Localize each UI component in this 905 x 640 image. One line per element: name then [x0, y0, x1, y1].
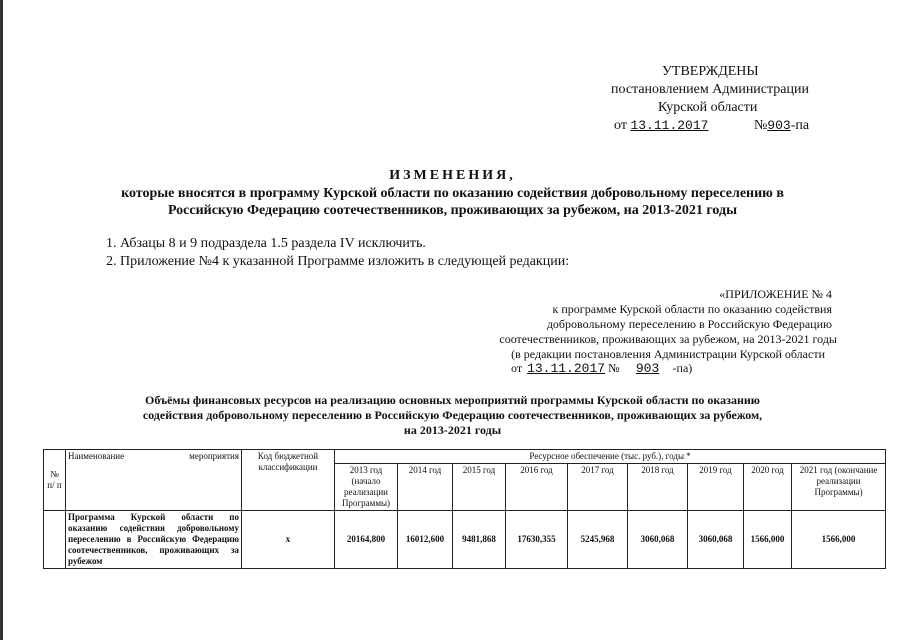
approval-line-1: УТВЕРЖДЕНЫ [662, 64, 759, 79]
header-code: Код бюджетной классификации [242, 450, 335, 511]
header-year: 2016 год [506, 464, 568, 511]
approval-date: 13.11.2017 [630, 118, 709, 133]
header-resources: Ресурсное обеспечение (тыс. руб.), годы * [335, 450, 886, 464]
approval-date-prefix: от [614, 118, 627, 133]
row-num [44, 511, 66, 569]
table-title-line-1: Объёмы финансовых ресурсов на реализацию основных мероприятий программы Курской области по оказанию [145, 393, 760, 407]
document-heading: ИЗМЕНЕНИЯ, [389, 168, 516, 183]
row-value: 17630,355 [506, 511, 568, 569]
header-year: 2021 год (окончание реализации Программы) [792, 464, 886, 511]
appendix-line-3: добровольному переселению в Российскую Федерацию [546, 317, 832, 331]
header-year: 2015 год [453, 464, 506, 511]
approval-number-suffix: -па [790, 118, 810, 133]
header-year: 2018 год [628, 464, 688, 511]
appendix-line-5: (в редакции постановления Администрации Курской области [511, 347, 825, 361]
approval-line-3: Курской области [658, 100, 758, 115]
appendix-line-4: соотечественников, проживающих за рубежом, на 2013-2021 годы [499, 332, 837, 346]
table-title-line-2: содействия добровольному переселению в Российскую Федерацию соотечественников, проживающих за рубежом, [142, 408, 763, 422]
approval-date-line [614, 117, 809, 135]
header-name: Наименование мероприятия [66, 450, 242, 511]
document-title-line-1: которые вносятся в программу Курской области по оказанию содействия добровольному переселению в [121, 186, 784, 201]
approval-number: 903 [767, 118, 791, 133]
row-value: 1566,000 [744, 511, 792, 569]
appendix-date-line [511, 361, 692, 376]
change-item-1: 1. Абзацы 8 и 9 подраздела 1.5 раздела IV исключить. [106, 236, 426, 251]
row-value: 9481,868 [453, 511, 506, 569]
appendix-date-prefix: от [511, 361, 523, 375]
header-year: 2017 год [568, 464, 628, 511]
appendix-number-prefix: № [608, 361, 620, 375]
approval-number-prefix: № [753, 118, 768, 133]
appendix-date: 13.11.2017 [527, 361, 606, 376]
row-code: х [242, 511, 335, 569]
scan-edge [0, 0, 3, 640]
row-value: 3060,068 [688, 511, 744, 569]
change-item-2: 2. Приложение №4 к указанной Программе изложить в следующей редакции: [106, 254, 570, 269]
table-title-line-3: на 2013-2021 годы [403, 423, 502, 437]
row-value: 3060,068 [628, 511, 688, 569]
header-year: 2014 год [398, 464, 453, 511]
table-header-row [44, 450, 886, 464]
row-value: 16012,600 [398, 511, 453, 569]
appendix-line-2: к программе Курской области по оказанию содействия [552, 302, 832, 316]
appendix-number: 903 [635, 361, 660, 376]
header-year: 2020 год [744, 464, 792, 511]
header-num: № п/ п [44, 450, 66, 511]
approval-line-2: постановлением Администрации [611, 82, 809, 97]
row-name: Программа Курской области по оказанию содействия добровольному переселению в Российскую Федерацию соотечественников, проживающих за рубежом [66, 511, 242, 569]
row-value: 5245,968 [568, 511, 628, 569]
document-title-line-2: Российскую Федерацию соотечественников, проживающих за рубежом, на 2013-2021 годы [167, 203, 738, 218]
financing-table [43, 449, 886, 569]
row-value: 20164,800 [335, 511, 398, 569]
header-year: 2019 год [688, 464, 744, 511]
row-value: 1566,000 [792, 511, 886, 569]
header-year: 2013 год (начало реализации Программы) [335, 464, 398, 511]
table-row [44, 511, 886, 569]
appendix-line-1: «ПРИЛОЖЕНИЕ № 4 [719, 287, 832, 301]
appendix-number-suffix: -па) [672, 361, 693, 375]
